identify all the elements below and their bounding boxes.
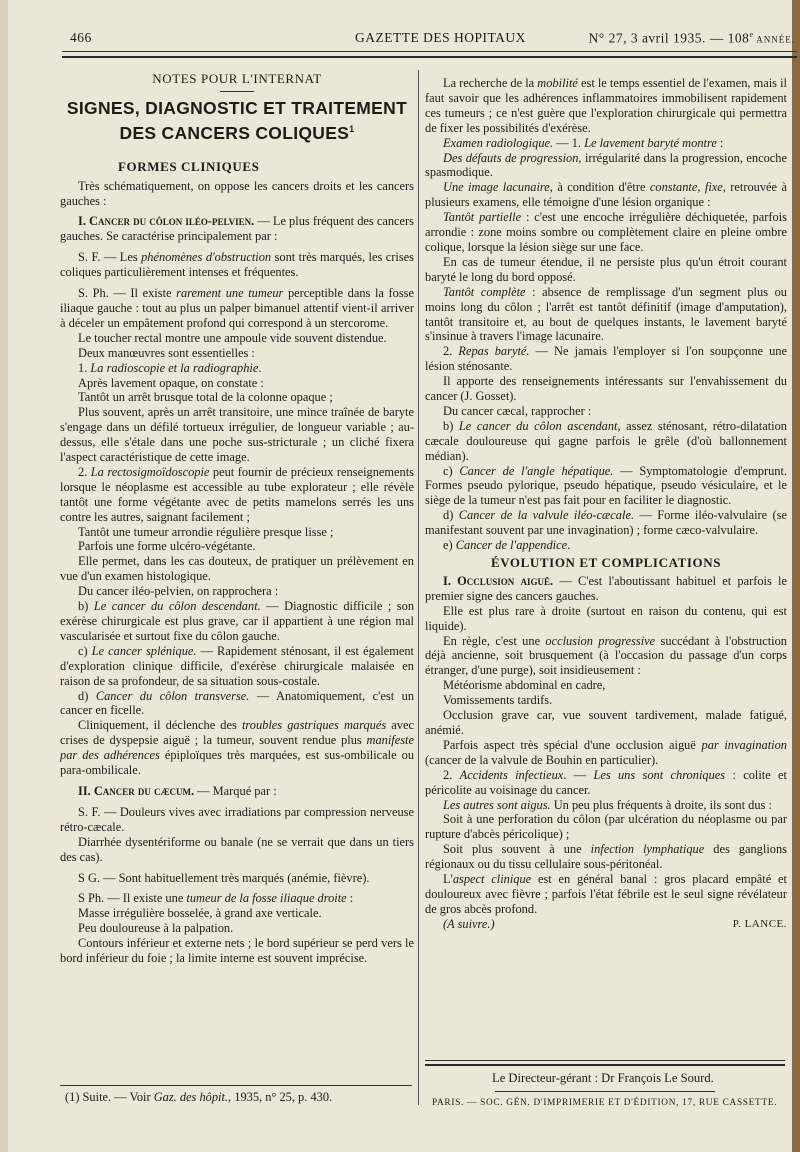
paragraph: Du cancer cæcal, rapprocher : <box>443 403 592 418</box>
paragraph <box>425 917 787 932</box>
paragraph: Tantôt une tumeur arrondie régulière presque lisse ; <box>78 524 334 539</box>
paragraph: S. F. — Douleurs vives avec irradiations par compression nerveuse rétro-cæcale. <box>60 804 414 834</box>
paragraph: Soit plus souvent à une infection lymphatique des ganglions régionaux ou du tissu cellulaire sous-péritonéal. <box>425 842 787 872</box>
paragraph: Le toucher rectal montre une ampoule vide souvent distendue. <box>78 330 387 345</box>
paragraph: Météorisme abdominal en cadre, <box>443 678 606 693</box>
paragraph: Il apporte des renseignements intéressants sur l'envahissement du cancer (J. Gosset). <box>425 374 787 404</box>
paragraph: Tantôt un arrêt brusque total de la colonne opaque ; <box>78 390 333 405</box>
article-title: SIGNES, DIAGNOSTIC ET TRAITEMENT DES CANCERS COLIQUES$^1$ <box>66 97 408 143</box>
paragraph: Après lavement opaque, on constate : <box>78 375 264 390</box>
paragraph: Examen radiologique. — 1. Le lavement baryté montre : <box>443 135 724 150</box>
paragraph: S. Ph. — Il existe rarement une tumeur perceptible dans la fosse iliaque gauche : tout au plus un palper bimanuel attentif vient-il arriver à déceler un empâtement profond qui correspond à un stercorome. <box>60 286 414 330</box>
footnote-rule <box>60 1085 412 1086</box>
paragraph: En règle, c'est une occlusion progressive succédant à l'obstruction déjà ancienne, soit brusquement (à l'occasion du passage d'un corps étranger, d'une purge), soit insidieusement : <box>425 633 787 678</box>
evolution-heading: ÉVOLUTION ET COMPLICATIONS <box>490 555 722 570</box>
paragraph: Vomissements tardifs. <box>443 693 553 708</box>
paragraph: La recherche de la mobilité est le temps essentiel de l'examen, mais il faut savoir que les adhérences inflammatoires immobilisent rapidement ces tumeurs ; ce n'est guère que l'exploration chirurgicale qui permettra de fixer les possibilités d'exérèse. <box>425 76 787 135</box>
page-left-edge <box>0 0 8 1152</box>
end-rule-thick <box>425 1064 785 1066</box>
section-label-rule <box>220 91 254 92</box>
header-rule-thick <box>62 56 797 58</box>
left-column <box>60 72 414 966</box>
paragraph: S. F. — Les phénomènes d'obstruction sont très marqués, les crises coliques particulièrement intenses et fréquentes. <box>60 250 414 280</box>
paragraph: En cas de tumeur étendue, il ne persiste plus qu'un étroit courant baryté le long du bord opposé. <box>425 254 787 284</box>
paragraph: e) Cancer de l'appendice. <box>443 538 571 553</box>
page-number: 466 <box>70 30 92 45</box>
paragraph: 2. Repas baryté. — Ne jamais l'employer si l'on soupçonne une lésion sténosante. <box>425 344 787 374</box>
paragraph: Contours inférieur et externe nets ; le bord supérieur se perd vers le bord inférieur du foie ; la limite interne est souvent imprécise. <box>60 936 414 966</box>
paragraph: Tantôt complète : absence de remplissage d'un segment plus ou moins long du côlon ; l'arrêt est tantôt définitif (image d'amputation), tantôt transitoire et, au bout de quelques instants, le lavement baryté s'insinue à travers l'image lacunaire. <box>425 284 788 344</box>
paragraph: I. Occlusion aiguë. — C'est l'aboutissant habituel et parfois le premier signe des cancers gauches. <box>425 573 787 603</box>
paragraph: L'aspect clinique est en général banal : gros placard empâté et douloureux avec fièvre ; parfois l'état fébrile est le seul signe révélateur de gros abcès profond. <box>425 872 787 916</box>
paragraph: II. Cancer du cæcum. — Marqué par : <box>78 783 277 798</box>
paragraph: Les autres sont aigus. Un peu plus fréquents à droite, ils sont dus : <box>443 797 772 812</box>
paragraph: 2. La rectosigmoïdoscopie peut fournir de précieux renseignements lorsque le néoplasme est accessible au tube explorateur ; elle révèle tantôt une forme végétante avec de petits mamelons serrés les uns contre les autres, saignant facilement ; <box>60 464 414 524</box>
paragraph: c) Cancer de l'angle hépatique. — Symptomatologie d'emprunt. Formes pseudo pylorique, pseudo hépatique, pseudo vésiculaire, et le siège de la tumeur n'est pas fait pour en faciliter le diagnostic. <box>425 463 788 508</box>
end-rule <box>425 1060 785 1061</box>
paragraph: b) Le cancer du côlon descendant. — Diagnostic difficile ; son exérèse chirurgicale est plus grave, car il appartient à une région mal vascularisée et surtout fixe du côlon gauche. <box>60 599 415 643</box>
paragraph: Diarrhée dysentériforme ou banale (ne se verrait que dans un tiers des cas). <box>60 834 414 864</box>
paragraph: d) Cancer de la valvule iléo-cæcale. — Forme iléo-valvulaire (se manifestant souvent par une invagination) ; forme cæco-valvulaire. <box>425 508 788 538</box>
paragraph: S G. — Sont habituellement très marqués (anémie, fièvre). <box>78 870 370 885</box>
author-signature: P. LANCE. <box>732 917 787 930</box>
paragraph: d) Cancer du côlon transverse. — Anatomiquement, c'est un cancer en ficelle. <box>60 688 415 718</box>
director-gerant: Le Directeur-gérant : Dr François Le Sourd. <box>492 1071 714 1085</box>
paragraph: Très schématiquement, on oppose les cancers droits et les cancers gauches : <box>60 178 414 208</box>
paragraph: b) Le cancer du côlon ascendant, assez sténosant, rétro-dilatation cæcale douloureuse qui gagne parfois le grêle (d'où ballonnement médian). <box>425 418 788 463</box>
paragraph: Soit à une perforation du côlon (par ulcération du néoplasme ou par rupture d'abcès péricolique) ; <box>425 812 787 842</box>
paragraph: 2. Accidents infectieux. — Les uns sont chroniques : colite et péricolite au voisinage du cancer. <box>425 767 788 797</box>
paragraph: c) Le cancer splénique. — Rapidement sténosant, il est également d'exploration clinique difficile, d'exérèse chirurgicale malaisée en raison de sa profondeur, de sa situation sous-costale. <box>60 643 414 688</box>
paragraph: Tantôt partielle : c'est une encoche irrégulière déchiquetée, parfois arrondie : zone moins sombre ou complètement claire en pleine ombre colique, lorsque la lésion siège sur une face. <box>425 210 787 254</box>
header-rule <box>62 51 797 52</box>
paragraph: Parfois aspect très spécial d'une occlusion aiguë par invagination (cancer de la valvule de Bouhin en particulier). <box>425 737 787 767</box>
paragraph: Masse irrégulière bosselée, à grand axe verticale. <box>78 906 322 921</box>
page-binding-edge <box>792 0 800 1152</box>
paragraph: S Ph. — Il existe une tumeur de la fosse iliaque droite : <box>78 891 354 906</box>
paragraph: Elle permet, dans les cas douteux, de pratiquer un prélèvement en vue d'un examen histologique. <box>60 554 414 584</box>
paragraph: Peu douloureuse à la palpation. <box>78 921 234 936</box>
a-suivre: (A suivre.) <box>443 916 495 931</box>
issue-info: N° 27, 3 avril 1935. — 108e ANNÉE. <box>588 30 795 46</box>
column-divider <box>418 70 419 1105</box>
paragraph: Parfois une forme ulcéro-végétante. <box>78 539 256 554</box>
paragraph: Elle est plus rare à droite (surtout en raison du contenu, qui est liquide). <box>425 603 787 633</box>
gerant-rule <box>495 1091 715 1092</box>
paragraph: 1. La radioscopie et la radiographie. <box>78 360 262 375</box>
paragraph: Du cancer iléo-pelvien, on rapprochera : <box>78 584 279 599</box>
section-label: NOTES POUR L'INTERNAT <box>152 71 322 86</box>
paragraph: Cliniquement, il déclenche des troubles gastriques marqués avec crises de dyspepsie aiguë ; la tumeur, souvent rendue plus manifeste par des adhérences épiploïques très marquées, est sus-ombilicale ou para-ombilicale. <box>60 718 415 778</box>
paragraph: Plus souvent, après un arrêt transitoire, une mince traînée de baryte s'engage dans un défilé tortueux irrégulier, de longueur variable ; au-dessus, elle s'étale dans une poche sus-stricturale ; un cliché fixera l'aspect caractéristique de cette image. <box>60 405 414 465</box>
footnote: (1) Suite. — Voir Gaz. des hôpit., 1935, n° 25, p. 430. <box>65 1090 333 1104</box>
running-header <box>70 30 795 50</box>
right-column <box>425 76 787 932</box>
paragraph: Une image lacunaire, à condition d'être constante, fixe, retrouvée à plusieurs examens, elle témoigne d'une lésion organique : <box>425 180 787 210</box>
formes-cliniques-heading: FORMES CLINIQUES <box>118 158 260 174</box>
journal-title: GAZETTE DES HOPITAUX <box>355 30 526 45</box>
paragraph: Occlusion grave car, vue souvent tardivement, malade fatigué, anémié. <box>425 708 787 737</box>
paragraph: Des défauts de progression, irrégularité dans la progression, encoche spasmodique. <box>425 150 787 180</box>
paragraph: Deux manœuvres sont essentielles : <box>78 345 255 360</box>
paragraph: I. Cancer du côlon iléo-pelvien. — Le plus fréquent des cancers gauches. Se caractérise principalement par : <box>60 214 414 244</box>
printer-imprint: PARIS. — SOC. GÉN. D'IMPRIMERIE ET D'ÉDITION, 17, RUE CASSETTE. <box>432 1098 778 1108</box>
